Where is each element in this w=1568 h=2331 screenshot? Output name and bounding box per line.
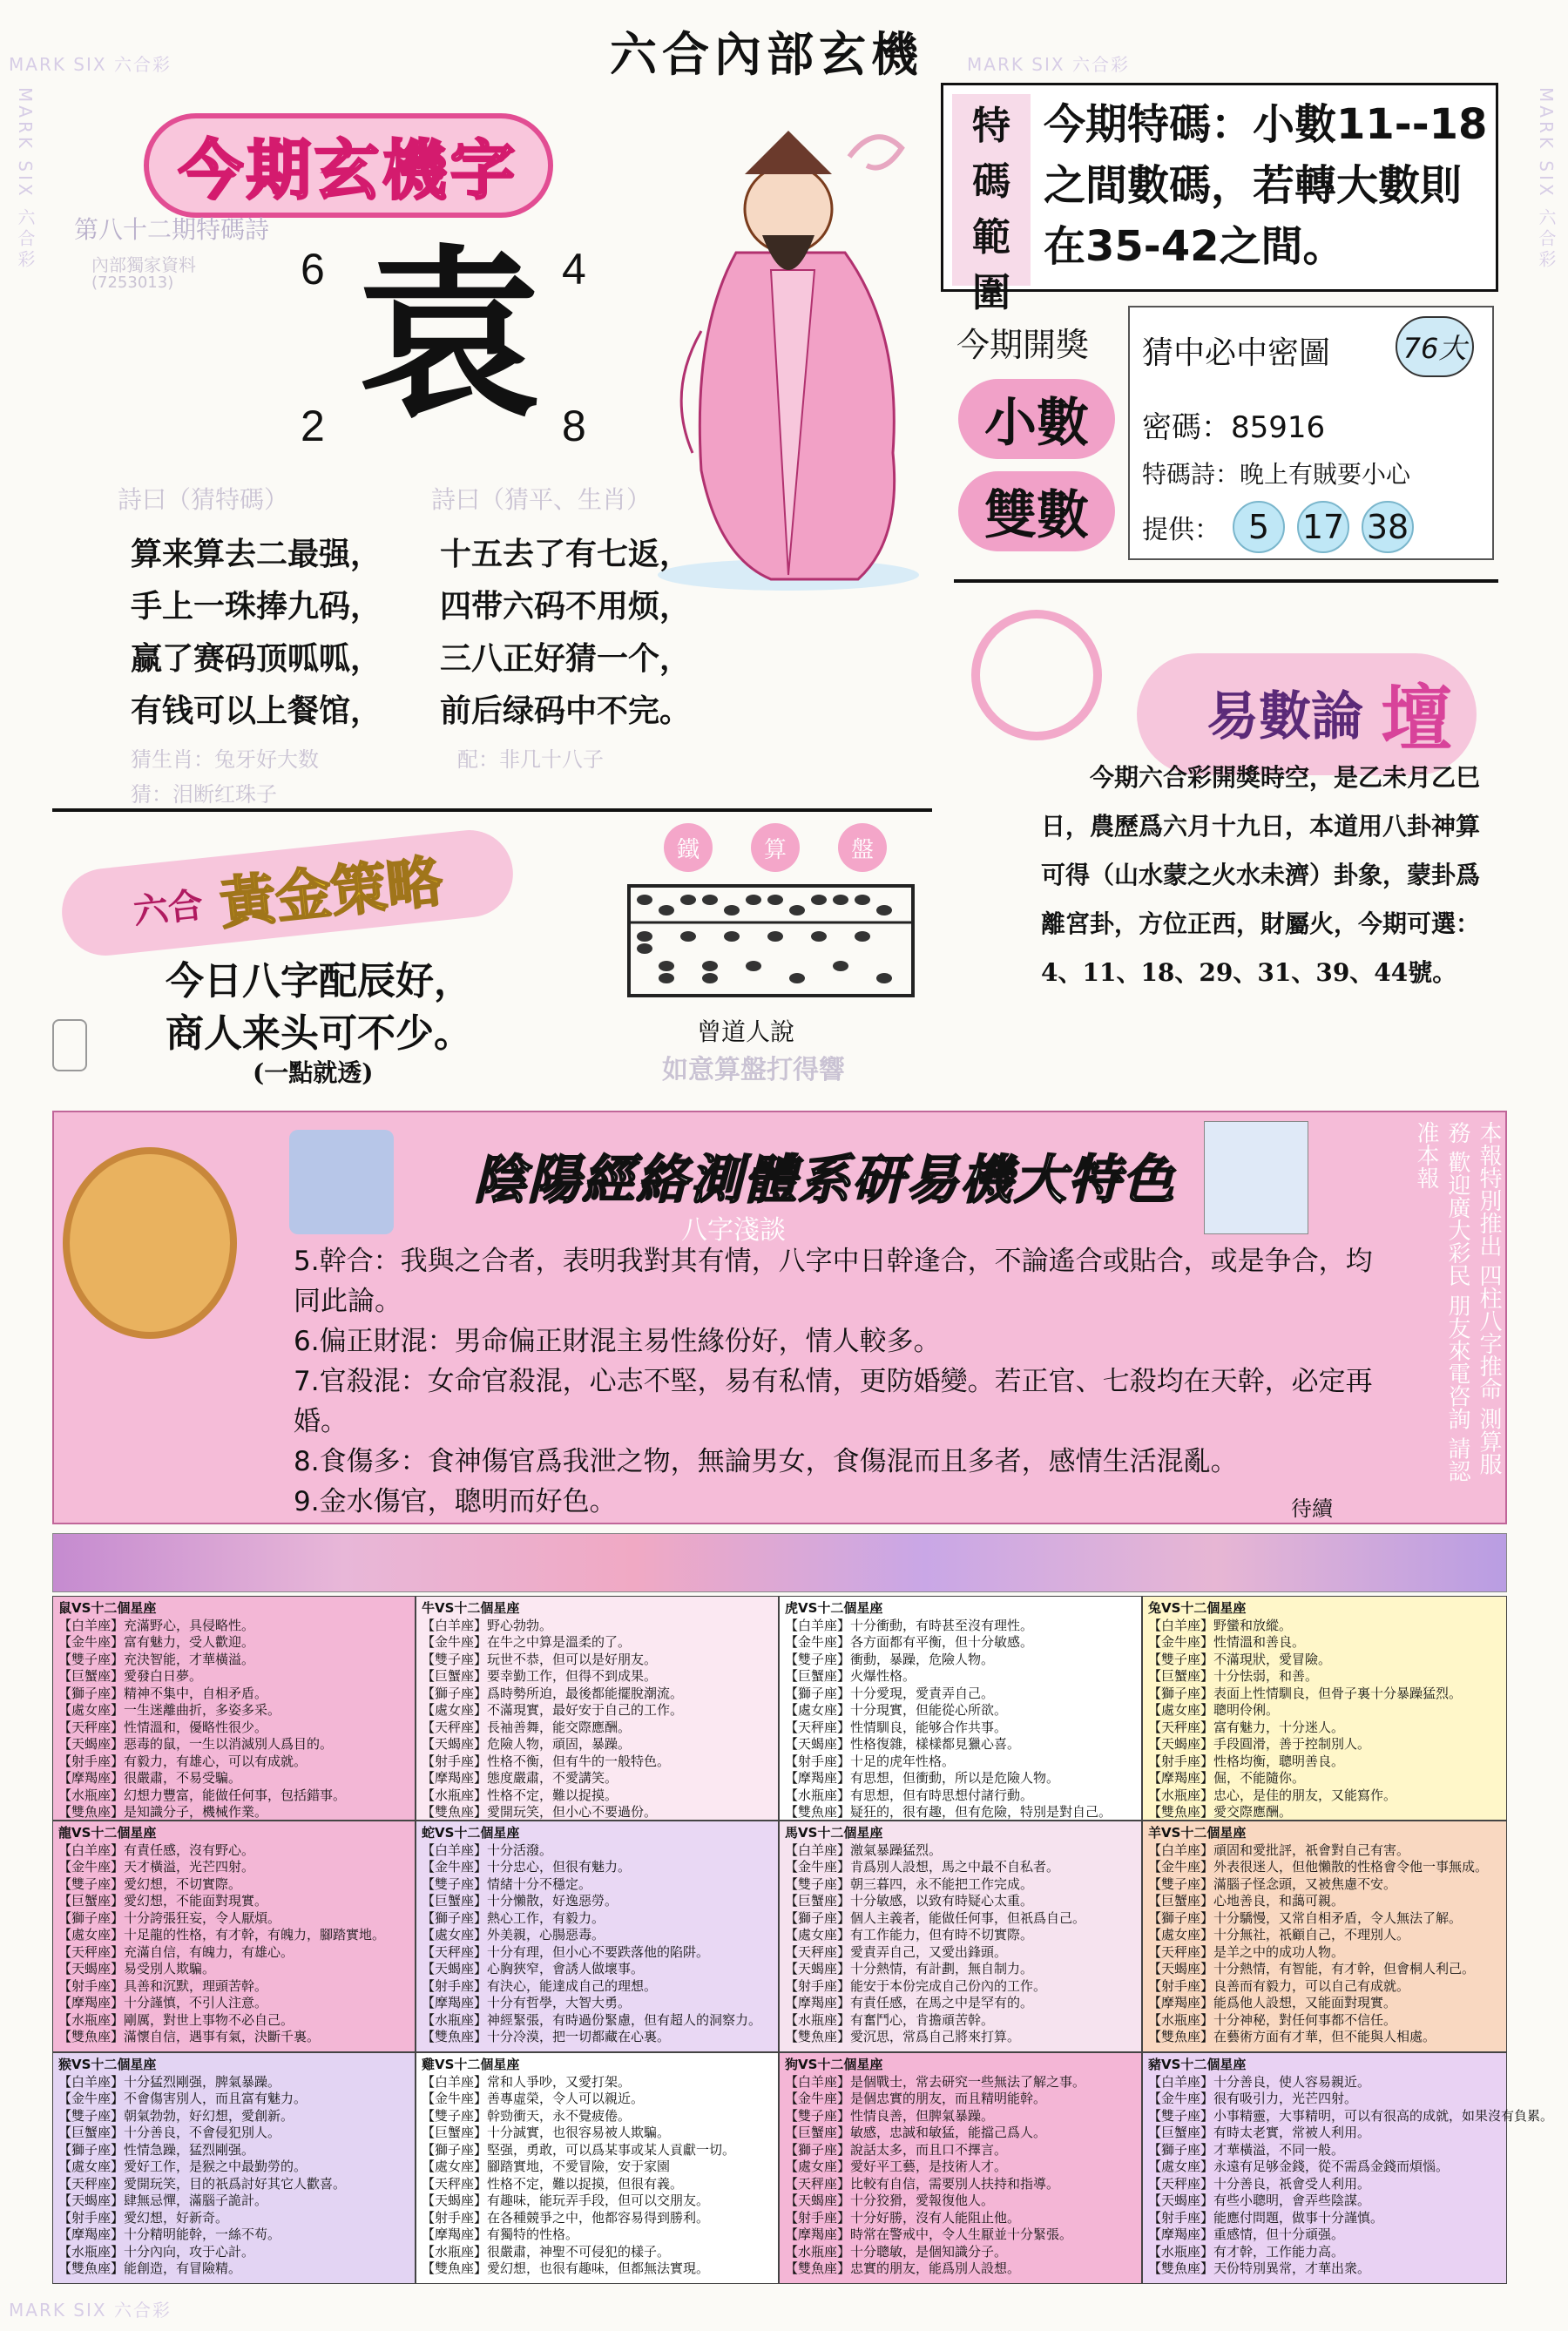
open-prize-label: 今期開獎 [956,326,1090,364]
bazi-section [52,1111,1507,1524]
zodiac-card-title: 猴VS十二個星座 [58,2057,157,2072]
zodiac-card-line: 【白羊座】十分衝動，有時甚至沒有理性。 [785,1617,1034,1633]
zodiac-card-line: 【天蝎座】危險人物，頑固，暴躁。 [422,1736,632,1752]
number-ball: 5 [1233,501,1285,553]
label-char: 範 [972,215,1010,260]
poem-label-left: 詩曰（猜特碼） [118,485,289,514]
zodiac-card-line: 【射手座】具善和沉默，理頭苦幹。 [58,1977,268,1994]
zodiac-card-line: 【雙子座】性情良善，但脾氣暴躁。 [785,2107,995,2124]
faint-bottom-left-2: 猜：泪断红珠子 [131,782,277,807]
zodiac-card-line: 【水瓶座】有才幹，工作能力高。 [1148,2243,1345,2260]
zodiac-card-line: 【天蝎座】有趣味，能玩弄手段，但可以交朋友。 [422,2192,710,2208]
watermark-top-left: MARK SIX 六合彩 [9,54,172,75]
zodiac-card-line: 【處女座】十分現實，但能從心所欲。 [785,1702,1008,1718]
zodiac-card-line: 【水瓶座】十分神秘，對任何事都不信任。 [1148,2011,1397,2028]
zodiac-card-line: 【水瓶座】神經緊張，有時過份緊慮，但有超人的洞察力。 [422,2011,762,2028]
zodiac-card-line: 【白羊座】野心勃勃。 [422,1617,553,1633]
gold-tips-line-1: 今日八字配辰好， [166,959,472,1003]
yijing-section [954,592,1498,1089]
faint-line-2: 內部獨家資料 [91,254,196,275]
number-ball: 38 [1362,501,1414,553]
zodiac-card-line: 【處女座】不滿現實，最好安于自己的工作。 [422,1702,684,1718]
bazi-item: 5.幹合：我與之合者，表明我對其有情，八字中日幹逢合，不論遙合或貼合，或是争合，均同此論。 [294,1246,1373,1317]
zodiac-card-line: 【摩羯座】很嚴肅，不易受騙。 [58,1770,242,1786]
zodiac-card-line: 【白羊座】是個戰士，常去研究一些無法了解之事。 [785,2073,1086,2090]
faint-line-1: 第八十二期特碼詩 [74,215,270,244]
zodiac-card-line: 【巨蟹座】十分懶散，好逸惡勞。 [422,1893,618,1909]
constellation-icon [1204,1121,1308,1234]
number-ball: 17 [1297,501,1349,553]
zodiac-card-line: 【天秤座】性格不定，難以捉摸，但很有義。 [422,2175,684,2192]
zodiac-card-line: 【雙子座】滿腦子怪念頭，又被焦慮不安。 [1148,1875,1397,1892]
zodiac-card-line: 【金牛座】富有魅力，受人歡迎。 [58,1634,255,1650]
faint-line-3: (7253013) [91,274,174,292]
zodiac-card [416,1821,779,2052]
zodiac-card-line: 【白羊座】有責任感，沒有野心。 [58,1841,255,1858]
zodiac-card-line: 【雙子座】情緒十分不穩定。 [422,1875,592,1892]
zodiac-card-line: 【獅子座】精神不集中，自相矛盾。 [58,1685,268,1701]
zodiac-card-title: 豬VS十二個星座 [1148,2057,1247,2072]
zodiac-card-line: 【天蝎座】性格復雜，樣樣都見獵心喜。 [785,1736,1021,1752]
zodiac-card-line: 【天秤座】是羊之中的成功人物。 [1148,1943,1345,1960]
open-prize-info [1128,306,1494,560]
zodiac-card-line: 【天秤座】性情馴良，能够合作共事。 [785,1719,1008,1735]
side-note-line: 請認准本報 [1413,1121,1470,1483]
abacus-title [645,823,906,875]
right-divider [954,579,1498,583]
label-char: 特 [972,104,1010,148]
zodiac-card-line: 【水瓶座】性格不定，難以捉摸。 [422,1787,618,1803]
mystery-character: 袁 [356,227,540,443]
zodiac-card-line: 【天蝎座】有些小聰明，會弄些陰謀。 [1148,2192,1371,2208]
zodiac-card-line: 【金牛座】很有吸引力，光芒四射。 [1148,2091,1358,2106]
poem-line: 有钱可以上餐馆， [131,693,382,729]
zodiac-card-line: 【處女座】十足龍的性格，有才幹，有魄力，腳踏實地。 [58,1927,386,1942]
zodiac-card-line: 【巨蟹座】有時太老實，常被人利用。 [1148,2125,1371,2140]
zodiac-card [779,1596,1142,1821]
zodiac-card-line: 【天秤座】愛開玩笑，目的祇爲討好其它人歡喜。 [58,2175,347,2192]
zodiac-card-line: 【摩羯座】有思想，但衝動，所以是危險人物。 [785,1770,1060,1786]
label-char: 碼 [972,159,1010,204]
side-note-line: 本報特別推出 [1476,1121,1502,1257]
corner-number-top-left: 6 [301,245,325,294]
zodiac-card-line: 【雙魚座】能創造，有冒險精。 [58,2260,242,2276]
bazi-item: 7.官殺混：女命官殺混，心志不堅，易有私情，更防婚變。若正官、七殺均在天幹，必定再婚。 [294,1366,1373,1437]
left-panel-divider [52,808,932,812]
side-note-line: 歡迎廣大彩民 [1444,1151,1470,1287]
zodiac-card-line: 【天秤座】性情溫和，優略性很少。 [58,1719,268,1735]
even-number-pill [958,471,1115,551]
zodiac-card-line: 【天蝎座】易受別人欺騙。 [58,1961,216,1976]
zodiac-card-line: 【雙子座】小事精靈，大事精明，可以有很高的成就，如果沒有負累。 [1148,2107,1554,2124]
abacus-title-char: 鐵 [664,823,713,872]
even-number-pill-label: 雙數 [984,485,1089,546]
zodiac-card-title: 羊VS十二個星座 [1148,1825,1247,1841]
compass-illustration [63,1147,237,1339]
gold-tips-line-2: 商人来头可不少。 [166,1011,472,1056]
zodiac-card-line: 【射手座】在各種競爭之中，他都容易得到勝利。 [422,2209,710,2226]
zodiac-card-line: 【獅子座】表面上性情馴良，但骨子裏十分暴躁猛烈。 [1148,1685,1463,1701]
zodiac-card-line: 【摩羯座】有責任感，在馬之中是罕有的。 [785,1995,1034,2010]
zodiac-card-line: 【處女座】愛好工作，是猴之中最勤勞的。 [58,2159,308,2174]
zodiac-card-line: 【雙魚座】愛交際應酬。 [1148,1804,1293,1820]
provided-label: 提供： [1142,515,1220,545]
corner-number-bottom-left: 2 [301,402,325,450]
zodiac-card-title: 鼠VS十二個星座 [58,1600,157,1616]
side-note-line: 四柱八字推命 [1476,1264,1502,1401]
zodiac-card-line: 【雙子座】充決智能，才華橫溢。 [58,1651,255,1667]
zodiac-card-line: 【射手座】性格不衡，但有牛的一般特色。 [422,1753,671,1769]
zodiac-card-line: 【天秤座】愛責弄自己，又愛出鋒頭。 [785,1943,1008,1960]
zodiac-card-line: 【雙子座】愛幻想，不切實際。 [58,1875,242,1892]
special-poem-line [1142,456,1410,490]
zodiac-card-line: 【天蝎座】惡毒的鼠，一生以消滅別人爲目的。 [58,1736,334,1752]
zodiac-card-line: 【摩羯座】十分有哲學，大智大勇。 [422,1995,632,2010]
gold-tips-title: 黃金策略 [217,848,446,937]
zodiac-card-line: 【白羊座】頑固和愛批評，祇會對自己有害。 [1148,1841,1410,1858]
zodiac-card-line: 【雙魚座】天份特別異常，才華出衆。 [1148,2260,1371,2276]
gold-tips-prefix: 六合 [131,884,206,932]
zodiac-card-line: 【獅子座】性情急躁，猛烈剛强。 [58,2141,255,2158]
zodiac-card-line: 【摩羯座】倔，不能隨你。 [1148,1770,1306,1786]
zodiac-grid [52,1596,1554,2284]
zodiac-card-line: 【射手座】有決心，能達成自己的理想。 [422,1977,658,1994]
special-range-text: 今期特碼：小數11--18之間數碼，若轉大數則在35-42之間。 [1044,100,1488,271]
left-panel [39,87,932,807]
zodiac-card-line: 【雙魚座】愛開玩笑，但小心不要過份。 [422,1804,658,1820]
zodiac-card-line: 【摩羯座】十分謹慎，不引人注意。 [58,1995,268,2010]
zodiac-card-line: 【摩羯座】十分精明能幹，一絲不苟。 [58,2226,281,2242]
faint-bottom-right-1: 配：非几十八子 [457,747,604,772]
bazi-item: 9.金水傷官，聰明而好色。 [294,1486,617,1517]
side-note-line: 朋友來電咨詢 [1444,1294,1470,1430]
watermark-left-side: MARK SIX 六合彩 [15,87,36,271]
zodiac-card-title: 馬VS十二個星座 [785,1825,883,1841]
zodiac-card-line: 【白羊座】充滿野心，具侵略性。 [58,1617,255,1633]
zodiac-card-line: 【射手座】能應付問題，做事十分謹慎。 [1148,2209,1384,2226]
seal-stamp [52,1019,87,1071]
bazi-subtitle: 八字淺談 [681,1215,786,1246]
gold-tips-hint: (一點就透) [253,1058,374,1087]
zodiac-card-line: 【巨蟹座】愛發白日夢。 [58,1668,203,1684]
yijing-coin-decoration [971,610,1102,740]
bazi-item: 8.食傷多：食神傷官爲我泄之物，無論男女，食傷混而且多者，感情生活混亂。 [294,1446,1238,1477]
poem-label-right: 詩曰（猜平、生肖） [431,485,652,514]
zodiac-card-line: 【金牛座】性情溫和善良。 [1148,1634,1306,1650]
poem-line: 四带六码不用烦， [440,588,692,625]
zodiac-card-line: 【雙魚座】在藝術方面有才華，但不能與人相處。 [1148,2029,1436,2044]
zodiac-card-line: 【巨蟹座】要幸勤工作，但得不到成果。 [422,1668,658,1684]
poem-left [131,528,392,737]
zodiac-card-title: 龍VS十二個星座 [58,1825,157,1841]
zodiac-card-line: 【摩羯座】重感情，但十分頑强。 [1148,2226,1345,2242]
zodiac-card-line: 【巨蟹座】心地善良，和藹可親。 [1148,1893,1345,1909]
zodiac-card-line: 【射手座】愛幻想，好新奇。 [58,2209,229,2226]
yijing-title: 易數論 [1206,686,1363,747]
zodiac-card-line: 【金牛座】各方面都有平衡，但十分敏感。 [785,1634,1034,1650]
zodiac-card-line: 【雙子座】幹勁衝天，永不覺疲倦。 [422,2107,632,2124]
zodiac-card-line: 【雙子座】朝氣勃勃，好幻想，愛創新。 [58,2107,294,2124]
mystery-badge [144,113,553,218]
zodiac-card-line: 【雙魚座】愛幻想，也很有趣味，但都無法實現。 [422,2260,710,2276]
zodiac-card-line: 【雙子座】朝三暮四，永不能把工作完成。 [785,1875,1034,1892]
zodiac-card-line: 【雙魚座】是知識分子，機械作業。 [58,1804,268,1820]
poem-line: 前后绿码中不完。 [440,693,692,729]
corner-number-top-right: 4 [562,245,586,294]
zodiac-card-line: 【處女座】一生迷離曲折，多姿多采。 [58,1702,281,1718]
zodiac-card-line: 【獅子座】個人主義者，能做任何事，但祇爲自己。 [785,1909,1086,1926]
label-char: 圍 [972,271,1010,315]
zodiac-card-line: 【天蝎座】十分狡猾，愛報復他人。 [785,2192,995,2208]
zodiac-card-line: 【白羊座】常和人爭吵，又愛打架。 [422,2073,632,2090]
zodiac-card-line: 【獅子座】說話太多，而且口不擇言。 [785,2141,1008,2158]
code-value: 85916 [1231,410,1326,445]
provided-line [1142,501,1414,553]
zodiac-card-line: 【處女座】愛好平工藝，是技術人才。 [785,2159,1008,2174]
zodiac-card-line: 【天秤座】充滿自信，有魄力，有雄心。 [58,1943,294,1960]
side-note-line: 測算服務 [1444,1121,1502,1476]
secret-chart-line [1142,328,1330,373]
zodiac-card-title: 兔VS十二個星座 [1148,1600,1247,1616]
zodiac-card-line: 【白羊座】十分猛烈剛强，脾氣暴躁。 [58,2073,281,2090]
zodiac-card-line: 【射手座】性格均衡，聰明善良。 [1148,1753,1345,1769]
corner-number-bottom-right: 8 [562,402,586,450]
zodiac-card-line: 【巨蟹座】十分敏感，以致有時疑心太重。 [785,1893,1034,1909]
zodiac-card [416,1596,779,1821]
abacus-author: 曾道人說 [697,1017,795,1046]
zodiac-card-line: 【水瓶座】幻想力豐富，能做任何事，包括錯事。 [58,1787,347,1803]
gold-tips-section [52,823,575,1087]
zodiac-card-line: 【雙魚座】忠實的朋友，能爲別人設想。 [785,2260,1021,2276]
zodiac-card-line: 【處女座】有工作能力，但有時不切實際。 [785,1927,1034,1942]
open-prize-section [941,301,1498,566]
faint-bottom-left-1: 猜生肖：兔牙好大数 [131,747,319,772]
zodiac-card-line: 【獅子座】才華橫溢，不同一般。 [1148,2141,1345,2158]
zodiac-card-line: 【巨蟹座】十分怯弱，和善。 [1148,1668,1319,1684]
zodiac-card-line: 【射手座】能安于本份完成自己份內的工作。 [785,1977,1047,1994]
zodiac-card [779,2052,1142,2284]
zodiac-card-line: 【水瓶座】忠心，是佳的朋友，又能寫作。 [1148,1787,1397,1803]
abacus-section [610,823,932,1084]
zodiac-card-line: 【巨蟹座】十分善良，不會侵犯別人。 [58,2125,281,2140]
yijing-body: 今期六合彩開獎時空，是乙未月乙巳日，農歷爲六月十九日，本道用八卦神算可得（山水蒙之火水未濟）卦象，蒙卦爲離宮卦，方位正西，財屬火，今期可選：4、11、18、29、31、39、44號。 [1041,763,1481,987]
zodiac-card [52,1596,416,1821]
abacus-title-char: 算 [751,823,800,872]
zodiac-card-line: 【巨蟹座】愛幻想，不能面對現實。 [58,1893,268,1909]
zodiac-card-line: 【處女座】永遠有足够金錢，從不需爲金錢而煩惱。 [1148,2159,1450,2174]
zodiac-card-line: 【雙魚座】滿懷自信，遇事有氣，決斷千裏。 [58,2029,321,2044]
page-title: 六合內部玄機 [610,26,923,82]
zodiac-card-line: 【天蝎座】十分熱情，有智能，有才幹，但會桐人利己。 [1148,1961,1476,1976]
yijing-title-mark: 壇 [1381,677,1453,760]
watermark-right-side: MARK SIX 六合彩 [1536,87,1557,271]
zodiac-card-line: 【天蝎座】心胸狹窄，會誘人做壞事。 [422,1961,645,1976]
to-be-continued: 待續 [1291,1497,1333,1521]
zodiac-card-line: 【獅子座】爲時勢所迫，最後都能擺脫潮流。 [422,1685,684,1701]
abacus-illustration [627,884,915,997]
zodiac-card-line: 【處女座】腳踏實地，不愛冒險，安于家園 [422,2159,671,2174]
zodiac-card-line: 【水瓶座】很嚴肅，神聖不可侵犯的樣子。 [422,2243,671,2260]
zodiac-card-line: 【射手座】有毅力，有雄心，可以有成就。 [58,1753,308,1769]
poem-line: 十五去了有七返， [440,536,692,572]
zodiac-card-line: 【摩羯座】時常在警戒中，令人生厭並十分緊張。 [785,2226,1073,2242]
zodiac-card-title: 蛇VS十二個星座 [422,1825,520,1841]
zodiac-card-line: 【天秤座】十分善良，祇會受人利用。 [1148,2175,1371,2192]
zodiac-card-line: 【水瓶座】十分內向，攻于心計。 [58,2243,255,2260]
zodiac-card [52,2052,416,2284]
zodiac-card-line: 【白羊座】十分活潑。 [422,1841,553,1858]
watermark-bottom: MARK SIX 六合彩 [9,2300,172,2321]
zodiac-card-line: 【水瓶座】有思想，但有時思想付諸行動。 [785,1787,1034,1803]
bazi-side-note [1391,1121,1504,1487]
zodiac-card-line: 【金牛座】外表很迷人，但他懶散的性格會令他一事無成。 [1148,1859,1489,1875]
abacus-title-char: 盤 [838,823,887,872]
zodiac-card-line: 【雙子座】不滿現狀，愛冒險。 [1148,1651,1332,1667]
zodiac-card [1142,1596,1507,1821]
watermark-top-right: MARK SIX 六合彩 [967,54,1130,75]
zodiac-card-line: 【摩羯座】有獨特的性格。 [422,2226,579,2242]
zodiac-card-line: 【天蝎座】十分熱情，有計劃，無自制力。 [785,1961,1034,1976]
zodiac-card-line: 【獅子座】十分愛現，愛責弄自己。 [785,1685,995,1701]
zodiac-card-line: 【水瓶座】剛厲，對世上事物不必自己。 [58,2011,294,2028]
abacus-caption: 如意算盤打得響 [662,1055,845,1085]
zodiac-card-line: 【巨蟹座】十分誠實，也很容易被人欺騙。 [422,2125,671,2140]
zodiac-card [1142,1821,1507,2052]
zodiac-card-line: 【金牛座】在牛之中算是溫柔的了。 [422,1634,632,1650]
sage-figure-illustration [640,105,936,592]
zodiac-card-line: 【獅子座】十分誇張狂妄，令人厭煩。 [58,1909,281,1926]
zodiac-card-line: 【金牛座】不會傷害別人，而且富有魅力。 [58,2091,308,2106]
poem-line: 手上一珠捧九码， [131,588,382,625]
zodiac-card-line: 【摩羯座】能爲他人設想，又能面對現實。 [1148,1995,1397,2010]
zodiac-card-line: 【天秤座】十分有理，但小心不要跌落他的陷阱。 [422,1943,710,1960]
secret-chart-text: 猜中必中密圖 [1142,335,1331,371]
zodiac-card-line: 【金牛座】善專虛榮，令人可以親近。 [422,2091,645,2106]
special-range-box [941,83,1498,315]
zodiac-card-line: 【射手座】十分好勝，沒有人能阻止他。 [785,2209,1021,2226]
zodiac-card-line: 【獅子座】堅强，勇敢，可以爲某事或某人貢獻一切。 [422,2141,736,2158]
gold-tips-banner [57,826,517,960]
zodiac-card-line: 【天秤座】長袖善舞，能交際應酬。 [422,1719,632,1735]
zodiac-image-strip [52,1533,1507,1592]
special-poem-value: 晚上有賊要小心 [1240,460,1411,489]
zodiac-card-title: 狗VS十二個星座 [785,2057,883,2072]
code-label: 密碼： [1142,410,1231,445]
zodiac-card-line: 【水瓶座】有奮鬥心，肯擔頑苦幹。 [785,2011,995,2028]
zodiac-card-line: 【處女座】十分無社，祇顧自己，不理別人。 [1148,1927,1410,1942]
zodiac-card-line: 【雙魚座】疑狂的，很有趣，但有危險，特別是對自己。 [785,1804,1112,1820]
poem-right [440,528,719,737]
zodiac-card-line: 【雙魚座】十分冷漠，把一切都藏在心裏。 [422,2029,671,2044]
special-range-label [952,94,1031,315]
zodiac-card-title: 雞VS十二個星座 [422,2057,520,2072]
zodiac-card-line: 【摩羯座】態度嚴肅，不愛講笑。 [422,1770,618,1786]
zodiac-card-line: 【水瓶座】十分聰敏，是個知識分子。 [785,2243,1008,2260]
bazi-items [294,1241,1391,1522]
zodiac-card-title: 牛VS十二個星座 [422,1600,520,1616]
zodiac-card [52,1821,416,2052]
zodiac-card-line: 【獅子座】熱心工作，有毅力。 [422,1909,605,1926]
zodiac-card-line: 【雙子座】衝動，暴躁，危險人物。 [785,1651,995,1667]
zodiac-card-line: 【金牛座】天才橫溢，光芒四射。 [58,1859,255,1875]
small-number-pill-label: 小數 [984,393,1089,454]
zodiac-card-line: 【天蝎座】手段圓滑，善于控制別人。 [1148,1736,1371,1752]
zodiac-card-title: 虎VS十二個星座 [785,1600,883,1616]
bazi-banner-title: 陰陽經絡測體系研易機大特色 [474,1150,1176,1211]
poem-line: 赢了赛码顶呱呱， [131,640,382,677]
zodiac-card-line: 【金牛座】十分忠心，但很有魅力。 [422,1859,632,1875]
zodiac-card [1142,2052,1554,2284]
zodiac-card-line: 【獅子座】十分驕慢，又常自相矛盾，令人無法了解。 [1148,1909,1463,1926]
small-number-pill [958,379,1115,459]
handwritten-stamp: 76大 [1396,316,1474,377]
mystery-badge-label: 今期玄機字 [179,133,518,208]
zodiac-card-line: 【白羊座】野蠻和放縱。 [1148,1617,1293,1633]
zodiac-card-line: 【金牛座】是個忠實的朋友，而且精明能幹。 [785,2091,1047,2106]
zodiac-card-line: 【雙魚座】愛沉思，常爲自己將來打算。 [785,2029,1021,2044]
zodiac-card [779,1821,1142,2052]
code-line [1142,403,1325,446]
zodiac-card-line: 【處女座】聰明伶俐。 [1148,1702,1280,1718]
poem-line: 三八正好猜一个， [440,640,692,677]
zodiac-card-line: 【巨蟹座】敏感，忠誠和敏猛，能擋己爲人。 [785,2125,1047,2140]
zodiac-card-line: 【巨蟹座】火爆性格。 [785,1668,916,1684]
zodiac-card-line: 【天蝎座】肆無忌憚，滿腦子詭計。 [58,2192,268,2208]
zodiac-card-line: 【白羊座】十分善良，使人容易親近。 [1148,2073,1371,2090]
zodiac-card-line: 【雙子座】玩世不恭，但可以是好朋友。 [422,1651,658,1667]
zodiac-card-line: 【射手座】良善而有毅力，可以自己有成就。 [1148,1977,1410,1994]
bazi-item: 6.偏正財混：男命偏正財混主易性緣份好，情人較多。 [294,1326,941,1357]
zodiac-card-line: 【天秤座】比較有自信，需要別人扶持和指導。 [785,2175,1060,2192]
zodiac-card-line: 【天秤座】富有魅力，十分迷人。 [1148,1719,1345,1735]
zodiac-card [416,2052,779,2284]
zodiac-card-line: 【射手座】十足的虎年性格。 [785,1753,956,1769]
poem-line: 算来算去二最强， [131,536,382,572]
zodiac-card-line: 【白羊座】激氣暴躁猛烈。 [785,1841,943,1858]
dragon-icon [289,1130,394,1234]
special-poem-label: 特碼詩： [1142,460,1240,489]
zodiac-card-line: 【處女座】外美親，心腸惡毒。 [422,1927,605,1942]
zodiac-card-line: 【金牛座】肯爲別人設想，馬之中最不自私者。 [785,1859,1060,1875]
